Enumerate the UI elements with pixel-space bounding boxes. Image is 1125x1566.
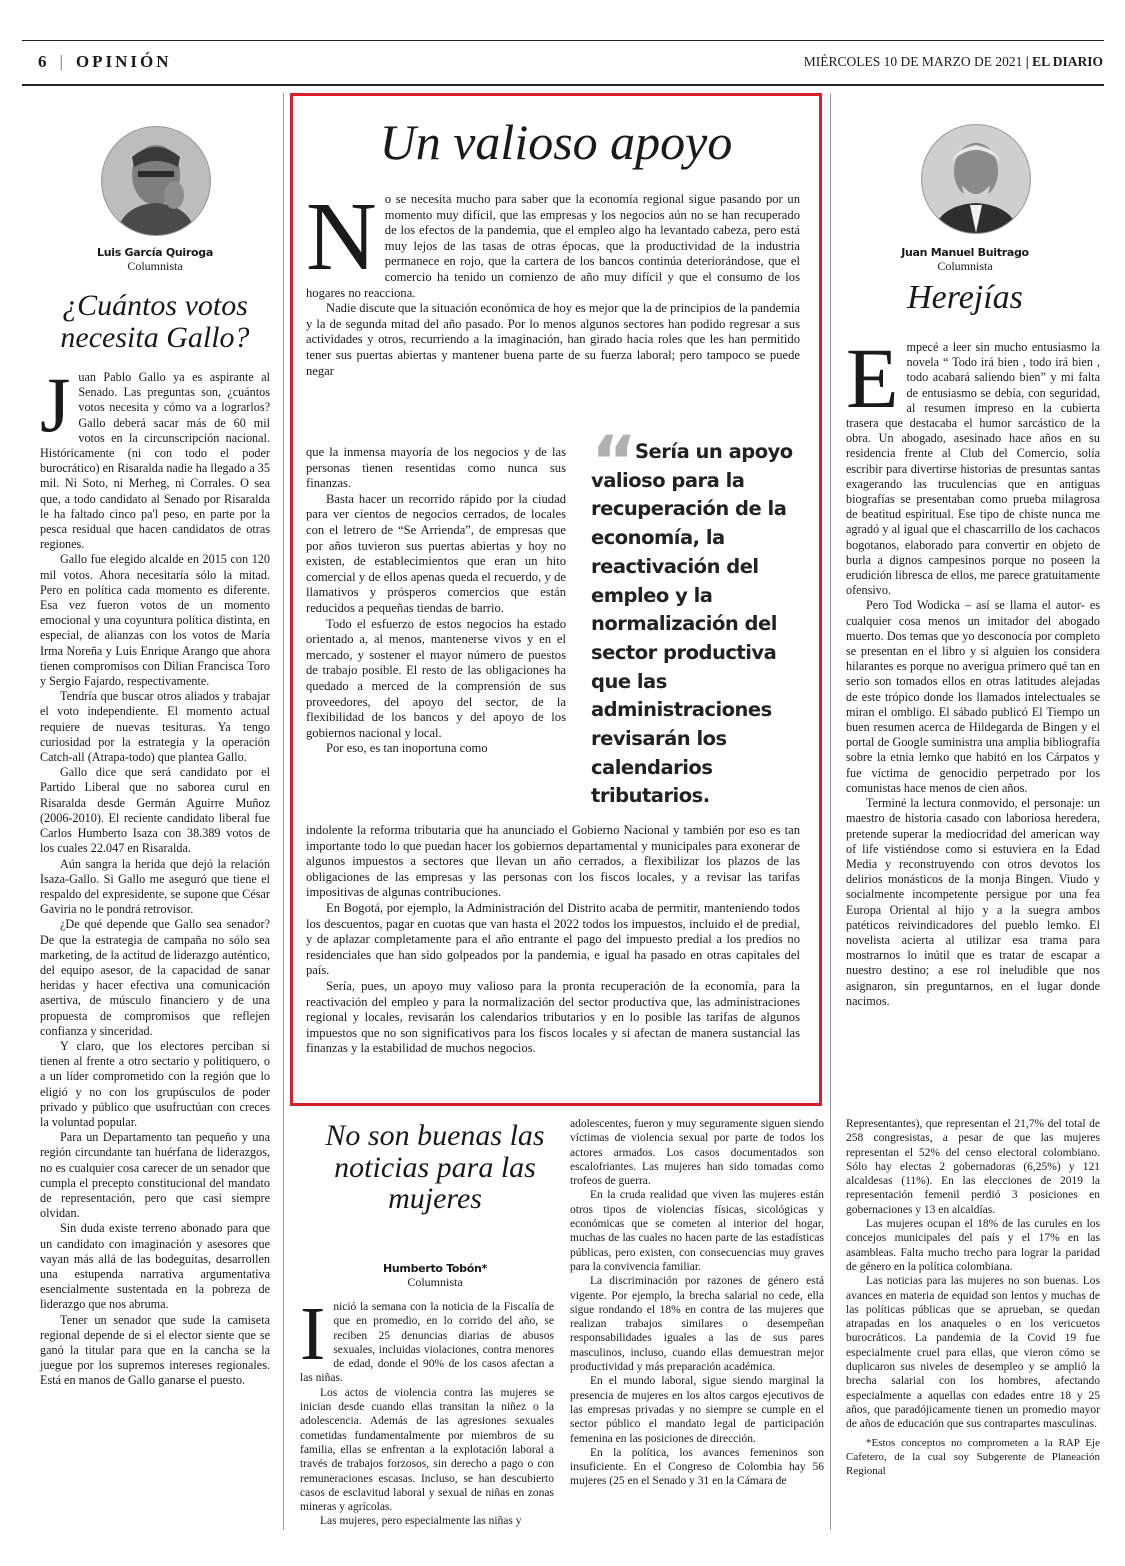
author-role: Columnista [407, 1275, 463, 1289]
column-divider [830, 93, 831, 1530]
paragraph: adolescentes, fueron y muy seguramente siguen siendo víctimas de violencia sexual por parte de todos los actores armados. Los casos documentados son escalofriantes. Las mujeres han sido tomadas como trofeos de guerra. [570, 1118, 824, 1188]
editorial-body-bottom [306, 823, 800, 1057]
paragraph: que la inmensa mayoría de los negocios y de las personas tienen resentidas como nunca sus finanzas. [306, 445, 566, 491]
issue-date: MIÉRCOLES 10 DE MARZO DE 2021 [803, 54, 1023, 69]
paragraph: Los actos de violencia contra las mujeres se inician desde cuando ellas transitan la niñez o la adolescencia. Además de las agresiones sexuales cometidas fundamentalmente por miembros de su familia, ellas se enfrentan a la explotación laboral a través de trabajos forzosos, sin derecho a pago o con remuneraciones escasas. Incluso, se han descubierto casos de esclavitud laboral y sexual de niñas en zonas mineras y agrícolas. [300, 1386, 554, 1514]
bottom-article-col1 [300, 1292, 554, 1529]
paragraph: uan Pablo Gallo ya es aspirante al Senado. Las preguntas son, ¿cuántos votos necesita y cómo va a lograrlos? Gallo deberá sacar más de 60 mil votos en la circunscripción nacional. Históricamente (ni con todo el poder burocrático) en Risaralda nadie ha llegado a 35 mil. Ni Soto, ni Merheg, ni Corrales. O sea que, a todo candidato al Senado por Risaralda le ha faltado cinco pa'l peso, en parte por la pesca residual que hacen candidatos de otras regiones. [40, 370, 270, 552]
paragraph: En el mundo laboral, sigue siendo marginal la presencia de mujeres en los altos cargos ejecutivos de las empresas privadas y no siempre se cumple en el sector público el mandato legal de participación femenina en las posiciones de dirección. [570, 1375, 824, 1445]
paragraph: Tendría que buscar otros aliados y trabajar el voto independiente. El momento actual requiere de nuevas tesituras. Ya tengo curiosidad por la estrategia y la operación Catch-all (Atrapa-todo) que plantea Gallo. [40, 689, 270, 765]
paragraph: Representantes), que representan el 21,7% del total de 258 congresistas, a pesar de que las mujeres representan el 52% del censo electoral colombiano. Sólo hay electas 2 gobernadoras (6,25%) y 121 alcaldesas (11%). En las elecciones de 2019 la representación femenil perdió 3 posiciones en gobernaciones y 13 en alcaldías. [846, 1118, 1100, 1216]
newspaper-name: EL DIARIO [1032, 54, 1103, 69]
paragraph: Terminé la lectura conmovido, el personaje: un maestro de historia casado con laboriosa heredera, pretende superar la mediocridad del american way of life vistiéndose como si estuviera en la Edad Media y reconstruyendo con otros devotos los delirios monásticos de la monja Bingen. Viudo y socialmente incompetente persigue por una fea Europa Oriental al hijo y a la suegra ambos patéticos reivindicadores del pueblo lemko. El novelista acierta al utilizar esa trama para mostrarnos lo inútil que es tratar de escapar a nuestro destino; a ese rol ineludible que nos asignaron, sin preguntarnos, en el lugar donde nacimos. [846, 796, 1100, 1008]
column-divider [283, 93, 284, 1530]
paragraph: o se necesita mucho para saber que la economía regional sigue pasando por un momento muy difícil, que las empresas y los negocios aún no se han recuperado de los efectos de la pandemia, que el empleo algo ha levantado cabeza, pero está muy lejos de las tasas de otras épocas, que la productividad de la industria permanece en rojo, que la cartera de los bancos continúa deteriorándose, que el comercio ha tenido un comienzo de año muy difícil y que el consumo de los hogares no reacciona. [306, 192, 800, 300]
dropcap: N [306, 183, 377, 291]
quote-icon: “ [591, 421, 638, 503]
page-number: 6 [38, 52, 50, 71]
author-role: Columnista [127, 259, 183, 273]
paragraph: Basta hacer un recorrido rápido por la ciudad para ver cientos de negocios cerrados, de locales con el letrero de “Se Arrienda”, de empresas que por años tuvieron sus puertas abiertas y hoy no existen, de establecimientos que eran un hito comercial y de ellos apenas queda el recuerdo, y de llamativos y prósperos comercios que están reducidos a pequeñas tiendas de barrio. [306, 491, 566, 615]
page-header-right: MIÉRCOLES 10 DE MARZO DE 2021 | EL DIARIO [803, 54, 1103, 69]
author-name: Juan Manuel Buitrago [901, 246, 1029, 259]
paragraph: Tener un senador que sude la camiseta regional depende de si el elector siente que se ganó la titular para que en la cancha se la juegue por los supremos intereses regionales. Está en manos de Gallo ganarse el puesto. [40, 1312, 270, 1388]
editorial-title: Un valioso apoyo [379, 114, 733, 170]
dropcap: I [300, 1292, 326, 1376]
paragraph: Nadie discute que la situación económica de hoy es mejor que la de principios de la pandemia y la de segunda mitad del año pasado. Por lo menos algunos sectores han podido regresar a sus actividades y otros, recurriendo a la imaginación, han girado hacia roles que les han permitido tener sus puertas abiertas y mantener buena parte de su fuerza laboral; pero tampoco se puede negar [306, 301, 800, 378]
author-role: Columnista [937, 259, 993, 273]
top-rule [22, 40, 1104, 41]
dropcap: E [846, 330, 899, 426]
paragraph: Sería, pues, un apoyo muy valioso para la pronta recuperación de la economía, para la reactivación del empleo y para la normalización del sector productiva que, las administraciones regional y locales, revisarán los calendarios tributarios y en lo posible las tarifas de algunos impuestos que no son significativos para los fiscos locales y si afectan de manera sustancial las finanzas y la estabilidad de muchos negocios. [306, 978, 800, 1056]
author-name: Luis García Quiroga [97, 246, 213, 259]
paragraph: Aún sangra la herida que dejó la relación Isaza-Gallo. Si Gallo me aseguró que tiene el respaldo del expresidente, se supone que César Gaviria no le pondrá retrovisor. [40, 856, 270, 917]
paragraph: Todo el esfuerzo de estos negocios ha estado orientado a, al menos, mantenerse vivos y en el mercado, y sostener el mayor número de puestos de trabajo posible. El resto de las obligaciones ha quedado a merced de la comprensión de sus proveedores, del apoyo del sector, de la flexibilidad de los bancos y del apoyo de los gobiernos nacional y local. [306, 616, 566, 740]
author-photo-left [101, 126, 211, 236]
paragraph: En la política, los avances femeninos son insuficiente. En el Congreso de Colombia hay 56 mujeres (25 en el Senado y 31 en la Cámara de [570, 1446, 824, 1488]
bottom-article-title: No son buenas las noticias para las mujeres [325, 1119, 545, 1215]
paragraph: Gallo fue elegido alcalde en 2015 con 120 mil votos. Ahora necesitaría sólo la mitad. Pero en política cada momento es diferente. Esa vez fueron votos de un momento emocional y una coyuntura política distinta, en especial, de alianzas con los votos de María Irma Noreña y Luis Enrique Arango que ahora tienen compromisos con Dilian Francisca Toro y Sergio Fajardo, respectivamente. [40, 552, 270, 689]
byline-bottom [300, 1262, 570, 1290]
paragraph: Las mujeres ocupan el 18% de las curules en los concejos municipales del país y el 17% en las asambleas. Falta mucho trecho para lograr la paridad de género en la política colombiana. [846, 1218, 1100, 1273]
paragraph: mpecé a leer sin mucho entusiasmo la novela “ Todo irá bien , todo irá bien , todo acabará saliendo bien” y mi falta de entusiasmo se debía, con seguridad, al resumen impreso en la cubierta trasera que destacaba el humor sarcástico de la obra. Un abogado, asesinado hace años en su residencia frente al Club del Comercio, solía escribir para divertirse historias de presuntas santas exagerando las truculencias que en antiguas biografías se presentaban como prueba milagrosa de beatitud espiritual. Ese tipo de chiste nunca me agradó y al igual que el chascarrillo de los cachacos bogotanos, elaborado para convertir en objeto de burla a dignos campesinos porque no poseen la erudición libresca de ellos, me parece gratuitamente ofensivo. [846, 340, 1100, 598]
author-photo-right [921, 124, 1031, 234]
paragraph: En la cruda realidad que viven las mujeres están otros tipos de violencias físicas, sicológicas y económicas que se cometen al interior del hogar, muchas de las cuales no hacen parte de las estadísticas públicas, pero existen, con consecuencias muy graves para la convivencia familiar. [570, 1189, 824, 1273]
left-article-title: ¿Cuántos votos necesita Gallo? [60, 289, 250, 354]
paragraph: En Bogotá, por ejemplo, la Administración del Distrito acaba de permitir, manteniendo todos los descuentos, pagar en cuotas que van hasta el 2022 todos los impuestos, incluido el de predial, y de aplazar completamente para el año entrante el pago del impuesto predial a los predios no residenciales que han sido golpeados por la pandemia, e igual ha pasado en otras capitales del país. [306, 900, 800, 978]
byline-right [870, 246, 1060, 274]
paragraph: ¿De qué depende que Gallo sea senador? De que la estrategia de campaña no sólo sea marketing, de la actitud de liderazgo auténtico, del equipo asesor, de la capacidad de sanar heridas y hacer efectiva una comunicación asertiva, de músculo financiero y de una propuesta de compromisos que reflejen confianza y sinceridad. [40, 917, 270, 1038]
paragraph: Para un Departamento tan pequeño y una región circundante tan huérfana de liderazgos, no es cualquier cosa carecer de un senador que cumpla el precepto constitucional del mandato de representación, pero que casi siempre olvidan. [40, 1130, 270, 1221]
byline-left [60, 246, 250, 274]
right-article-body [846, 330, 1100, 1009]
editorial-body-top [306, 183, 800, 379]
pull-quote-text: Sería un apoyo valioso para la recuperación de la economía, la reactivación del empleo y la normalización del sector productiva que las administraciones revisarán los calendarios tributarios. [591, 440, 793, 808]
bottom-article-col2 [570, 1117, 824, 1489]
paragraph: Gallo dice que será candidato por el Partido Liberal que no saborea curul en Risaralda desde Germán Aguirre Muñoz (2006-2010). El reciente candidato liberal fue Carlos Humberto Isaza con 38.389 votos de los cuales 22.047 en Risaralda. [40, 765, 270, 856]
portrait-icon [922, 125, 1030, 233]
paragraph: Pero Tod Wodicka – así se llama el autor- es cualquier cosa menos un imitador del abogado muerto. Dos temas que yo desconocía por completo se presentan en el libro y si alguien los considera hilarantes es porque no averigua primero qué tan en serio son tomados ellos en otras latitudes alejadas de este trópico donde los llamados intelectuales se miran el ombligo. El sábado publicó El Tiempo un buen resumen acerca de Hildegarda de Bingen y el portal de Google suministra una amplia bibliografía sobre la etnia lemko que habitó en los Cárpatos y fue víctima de genocidio perpetrado por los comunistas hace menos de cien años. [846, 598, 1100, 795]
author-name: Humberto Tobón* [382, 1262, 488, 1275]
left-article-body [40, 361, 270, 1389]
paragraph: Por eso, es tan inoportuna como [326, 741, 488, 756]
bottom-article-col3 [846, 1117, 1100, 1478]
editorial-body-narrow [306, 445, 566, 757]
right-article-title: Herejías [907, 279, 1023, 316]
paragraph: Las noticias para las mujeres no son buenas. Los avances en materia de equidad son lentos y muchas de las políticas públicas que se aprueban, se quedan atrapadas en los anaqueles o en los vericuetos burocráticos. La pandemia de la Covid 19 fue especialmente cruel para ellas, que vieron cómo se duplicaron sus niveles de desempleo y se amplió la brecha salarial con los hombres, afectando especialmente a aquellas con edades entre 18 y 25 años, que paradójicamente tienen un promedio mayor de años de educación que sus contrapartes masculinas. [846, 1275, 1100, 1431]
header-rule [22, 84, 1104, 86]
paragraph: nició la semana con la noticia de la Fiscalía de que en promedio, en lo corrido del año, se reciben 25 denuncias diarias de abusos sexuales, incluidas violaciones, contra menores de edad, donde el 90% de los casos afectan a las niñas. [300, 1301, 554, 1385]
page-header-left: 6 | OPINIÓN [38, 52, 172, 71]
dropcap: J [40, 361, 71, 448]
paragraph: La discriminación por razones de género está vigente. Por ejemplo, la brecha salarial no cede, ella sigue rondando el 18% en contra de las mujeres que realizan trabajos similares o desempeñan responsabilidades iguales a las de sus pares masculinos, incluso, cuando ellas demuestran mejor productividad y más preparación académica. [570, 1275, 824, 1374]
pull-quote [591, 438, 804, 811]
paragraph: indolente la reforma tributaria que ha anunciado el Gobierno Nacional y también por eso es tan importante todo lo que puedan hacer los gobiernos departamental y municipales para exonerar de algunos impuestos a sectores que llevan un año cerrados, a flexibilizar los plazos de las obligaciones de las empresas y las personas con los fiscos locales, y a revisar las tarifas impositivas de algunas contribuciones. [306, 823, 800, 900]
paragraph: Sin duda existe terreno abonado para que un candidato con imaginación y asesores que vayan más allá de las bodeguitas, desarrollen una estupenda narrativa argumentativa esencialmente sustentada en la pobreza de liderazgo que nos abruma. [40, 1221, 270, 1312]
paragraph: Las mujeres, pero especialmente las niñas y [320, 1515, 522, 1528]
portrait-icon [102, 127, 210, 235]
footnote: *Estos conceptos no comprometen a la RAP Eje Cafetero, de la cual soy Subgerente de Planeación Regional [846, 1436, 1100, 1478]
paragraph: Y claro, que los electores perciban si tienen al frente a otro sectario y politiquero, o a un líder comprometido con la región que lo eligió y no con los grupúsculos de poder privado y público que usufructúan con creces la voluntad popular. [40, 1038, 270, 1129]
section-name: OPINIÓN [75, 52, 172, 71]
